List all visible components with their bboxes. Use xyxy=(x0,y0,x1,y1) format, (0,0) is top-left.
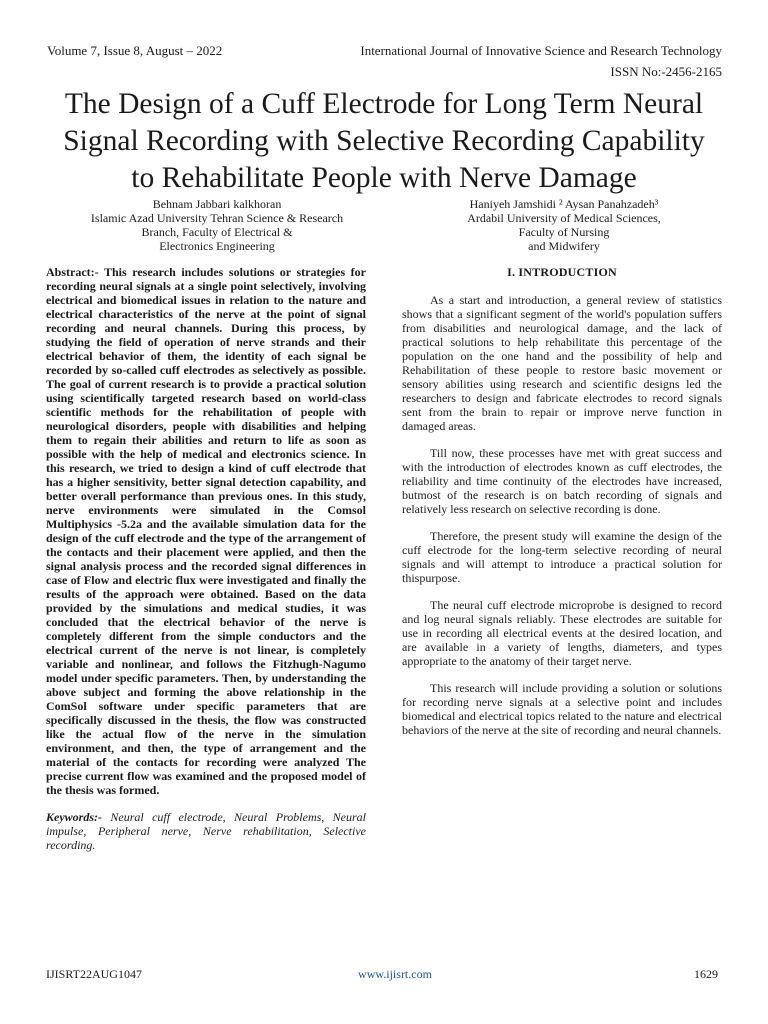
intro-paragraph: The neural cuff electrode microprobe is designed to record and log neural signals reliably. These electrodes are suitable for use in recording all electrical events at the desired location, and are available in a variety of lengths, diameters, and types appropriate to the anatomy of their target nerve. xyxy=(402,598,722,668)
author-name: Behnam Jabbari kalkhoran xyxy=(152,197,282,211)
author-block-right xyxy=(405,197,723,253)
author-block-left xyxy=(46,197,388,253)
author-affiliation: Ardabil University of Medical Sciences, xyxy=(467,211,661,225)
right-column xyxy=(402,265,722,750)
author-affiliation: Faculty of Nursing xyxy=(518,225,610,239)
page-number: 1629 xyxy=(694,967,718,981)
intro-paragraph: This research will include providing a solution or solutions for recording nerve signals at a selective point and includes biomedical and electrical topics related to the nature and electrical behaviors of the nerve at the site of recording and neural channels. xyxy=(402,681,722,737)
author-affiliation: and Midwifery xyxy=(528,239,600,253)
journal-url-link[interactable]: www.ijisrt.com xyxy=(358,967,432,981)
intro-paragraph: As a start and introduction, a general review of statistics shows that a significant segment of the world's population suffers from disabilities and neurological damage, and the lack of practical solutions to help rehabilitate this percentage of the population on the one hand and the possibility of help and Rehabilitation of these people to restore basic movement or sensory abilities using research and scientific designs led the researchers to design and fabricate electrodes to record signals sent from the brain to repair or improve nerve function in damaged areas. xyxy=(402,293,722,433)
keywords-label: Keywords:- xyxy=(46,810,102,824)
abstract: Abstract:- This research includes solutions or strategies for recording neural signals at a single point selectively, involving electrical and biomedical issues in relation to the nature and electrical characteristics of the nerve at the point of signal recording and neural channels. During this process, by studying the field of operation of nerve strands and their electrical behavior of them, the identity of each signal be recorded by so-called cuff electrodes as selectively as possible. The goal of current research is to provide a practical solution using scientifically targeted research based on world-class scientific methods for the rehabilitation of people with neurological disorders, people with disabilities and helping them to regain their abilities and return to life as soon as possible with the help of medical and electronics science. In this research, we tried to design a kind of cuff electrode that has a higher sensitivity, better signal detection capability, and better overall performance than previous ones. In this study, nerve environments were simulated in the Comsol Multiphysics -5.2a and the available simulation data for the design of the cuff electrode and the type of the arrangement of the contacts and their placement were applied, and then the signal analysis process and the recorded signal differences in case of Flow and electric flux were investigated and finally the results of the approach were obtained. Based on the data provided by the simulations and medical studies, it was concluded that the electrical behavior of the nerve is completely different from the simple conductors and the electrical current of the nerve is not linear, is completely variable and nonlinear, and follows the Fitzhugh-Nagumo model under specific parameters. Then, by understanding the above subject and forming the above relationship in the ComSol software under specific parameters that are specifically discussed in the thesis, the flow was constructed like the actual flow of the nerve in the simulation environment, and then, the type of arrangement and the material of the contacts for recording were analyzed The precise current flow was examined and the proposed model of the thesis was formed. xyxy=(46,265,366,797)
title-line: The Design of a Cuff Electrode for Long Term Neural xyxy=(64,88,704,120)
keywords-text: Neural cuff electrode, Neural Problems, Neural impulse, Peripheral nerve, Nerve rehabilitation, Selective recording. xyxy=(46,810,366,852)
paper-title xyxy=(30,86,738,197)
author-affiliation: Electronics Engineering xyxy=(159,239,275,253)
title-line: to Rehabilitate People with Nerve Damage xyxy=(131,162,637,194)
title-line: Signal Recording with Selective Recording Capability xyxy=(63,125,705,157)
keywords xyxy=(46,810,366,852)
section-heading: I. INTRODUCTION xyxy=(507,265,617,279)
issn: ISSN No:-2456-2165 xyxy=(610,64,722,79)
author-affiliation: Islamic Azad University Tehran Science & Research xyxy=(90,211,344,225)
intro-paragraph: Till now, these processes have met with great success and with the introduction of electrodes known as cuff electrodes, the reliability and time continuity of the electrodes have increased, butmost of the research is on batch recording of signals and relatively less research on selective recording is done. xyxy=(402,446,722,516)
paper-id: IJISRT22AUG1047 xyxy=(46,967,142,981)
volume-issue: Volume 7, Issue 8, August – 2022 xyxy=(47,43,223,58)
left-column xyxy=(46,265,366,852)
intro-paragraph: Therefore, the present study will examine the design of the cuff electrode for the long-term selective recording of neural signals and will attempt to introduce a practical solution for thispurpose. xyxy=(402,529,722,585)
author-affiliation: Branch, Faculty of Electrical & xyxy=(141,225,293,239)
journal-name: International Journal of Innovative Science and Research Technology xyxy=(360,43,722,58)
author-name: Haniyeh Jamshidi ² Aysan Panahzadeh³ xyxy=(469,197,659,211)
